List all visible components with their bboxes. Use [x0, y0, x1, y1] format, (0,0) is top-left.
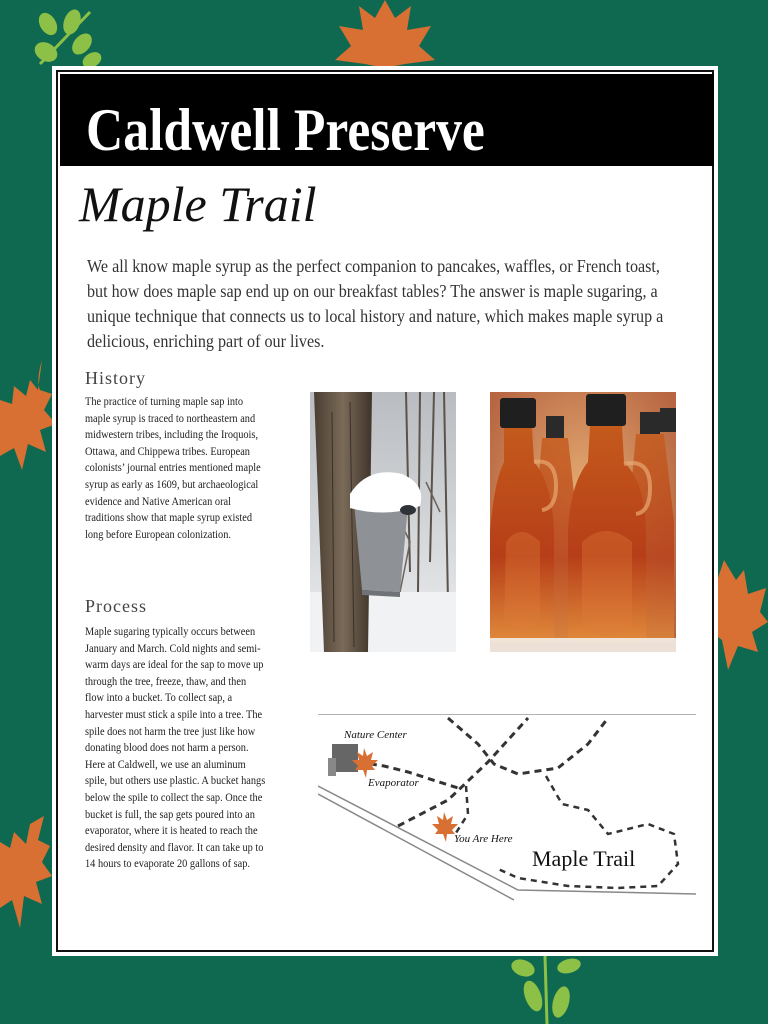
- page-title: Caldwell Preserve: [86, 97, 485, 163]
- text-line: midwestern tribes, including the Iroquois,: [85, 429, 259, 442]
- text-line: Here at Caldwell, we use an aluminum: [85, 758, 246, 771]
- text-line: warm days are ideal for the sap to move up: [85, 659, 264, 672]
- text-line: The practice of turning maple sap into: [85, 396, 244, 408]
- text-line: evaporator, where it is heated to reach the: [85, 825, 258, 838]
- map-label-trail-name: Maple Trail: [532, 846, 636, 871]
- orange-maple-leaf-icon: [335, 0, 435, 68]
- intro-paragraph: We all know maple syrup as the perfect companion to pancakes, waffles, or French toast, but how does maple sap end up on our breakfast tables? The answer is maple sugaring, a unique technique that connects us to local history and nature, which makes maple syrup a delicious, enriching part of our lives.: [87, 256, 664, 351]
- text-line: 14 hours to evaporate 20 gallons of sap.: [85, 858, 250, 871]
- text-line: traditions show that maple syrup existed: [85, 512, 253, 525]
- text-line: Ottawa, and Chippewa tribes. European: [85, 445, 250, 458]
- text-line: donating blood does not harm a person.: [85, 742, 249, 755]
- text-line: bucket is full, the sap gets poured into an: [85, 808, 255, 821]
- text-line: long before European colonization.: [85, 528, 231, 541]
- text-line: January and March. Cold nights and semi-: [85, 642, 261, 655]
- history-text: [85, 394, 270, 543]
- trail-subtitle: Maple Trail: [79, 176, 317, 232]
- trail-map: [318, 714, 696, 904]
- process-text: [85, 624, 270, 873]
- green-leaf-sprig-icon: [495, 956, 595, 1024]
- tree-bucket-photo: [310, 392, 456, 652]
- text-line: desired density and flavor. It can take up to: [85, 841, 264, 854]
- text-line: harvester must stick a spile into a tree. The: [85, 708, 263, 721]
- process-heading: Process: [85, 596, 147, 616]
- sign-panel: [52, 66, 718, 956]
- text-line: Maple sugaring typically occurs between: [85, 626, 256, 638]
- orange-maple-leaf-icon: [0, 360, 56, 480]
- text-line: colonists’ journal entries mentioned maple: [85, 462, 261, 475]
- title-bar: [60, 74, 714, 166]
- text-line: through the tree, freeze, thaw, and then: [85, 675, 247, 688]
- orange-maple-leaf-icon: [0, 816, 52, 928]
- orange-maple-leaf-icon: [714, 560, 768, 670]
- map-label-evaporator: Evaporator: [368, 777, 419, 789]
- text-line: spile, but others use plastic. A bucket hangs: [85, 775, 266, 788]
- syrup-bottles-photo: [490, 392, 676, 652]
- text-line: below the spile to collect the sap. Once the: [85, 791, 263, 804]
- history-heading: History: [85, 368, 146, 388]
- text-line: spile does not harm the tree just like how: [85, 725, 256, 738]
- green-leaf-sprig-icon: [30, 4, 110, 70]
- text-line: flow into a bucket. To collect sap, a: [85, 692, 233, 705]
- map-label-you-are-here: You Are Here: [454, 833, 513, 845]
- map-label-nature-center: Nature Center: [344, 729, 407, 741]
- text-line: evidence and Native American oral: [85, 495, 231, 508]
- text-line: maple syrup is traced to northeastern and: [85, 412, 256, 425]
- text-line: syrup as early as 1609, but archaeological: [85, 478, 259, 491]
